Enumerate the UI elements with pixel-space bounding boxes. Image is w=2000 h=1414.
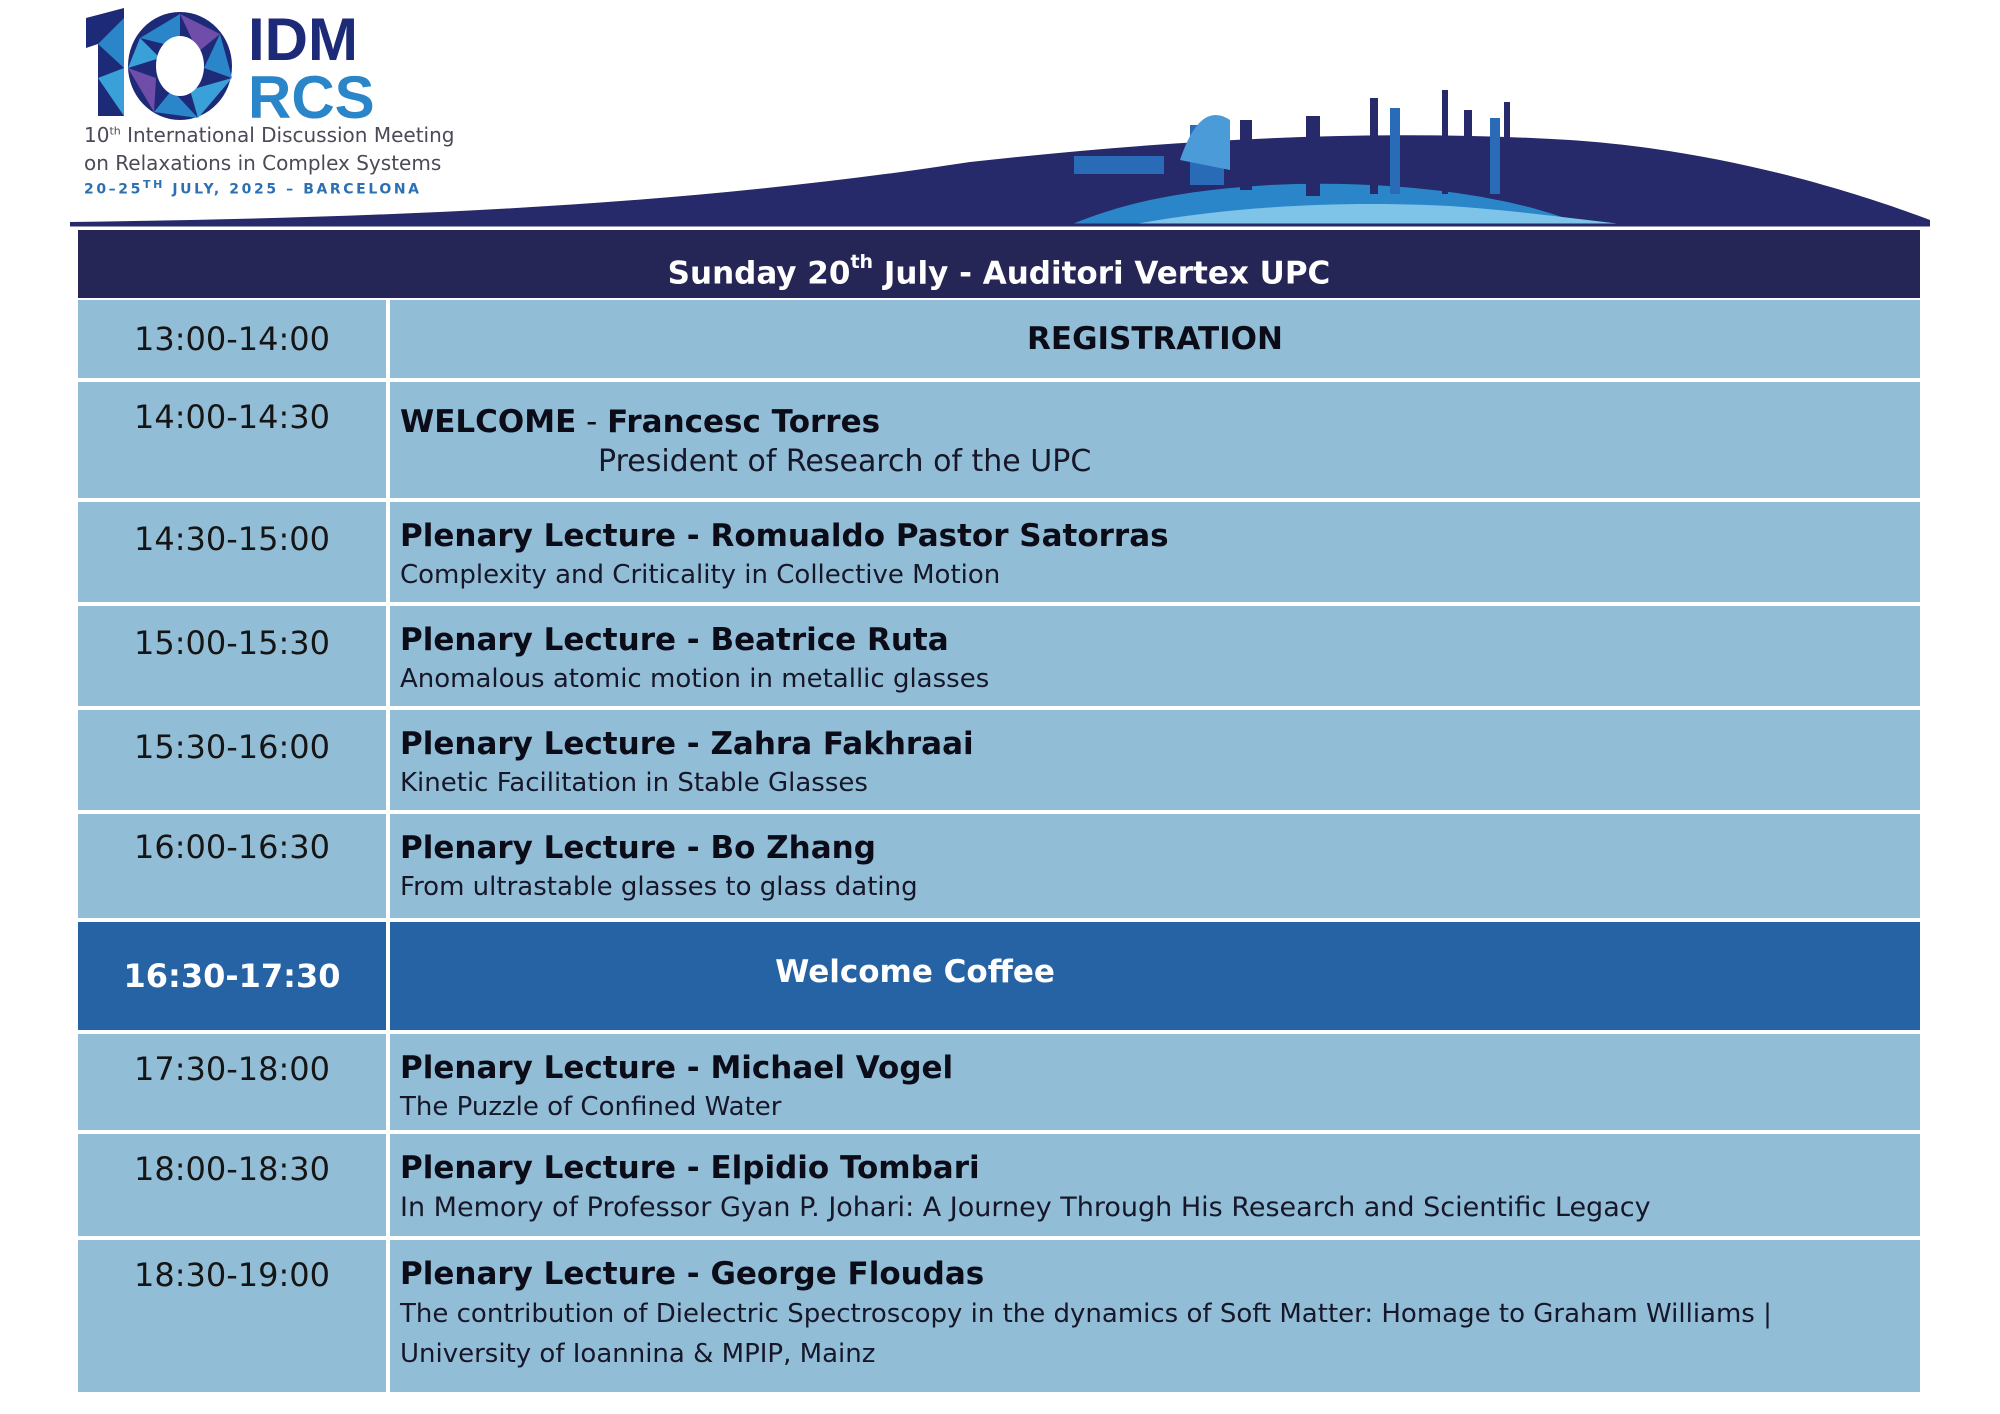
session-title: Plenary Lecture - Beatrice Ruta	[400, 622, 949, 658]
time-slot: 15:00-15:30	[78, 606, 390, 706]
schedule-row	[78, 606, 1920, 706]
logo-dates: 20–25TH JULY, 2025 – BARCELONA	[84, 178, 422, 198]
session-title: Plenary Lecture - Michael Vogel	[400, 1050, 954, 1086]
session-cell	[400, 922, 1910, 1030]
session-cell	[400, 382, 1910, 498]
time-slot: 18:00-18:30	[78, 1134, 390, 1236]
talk-title: Complexity and Criticality in Collective Motion	[400, 560, 1001, 590]
session-cell	[400, 502, 1910, 602]
session-title: REGISTRATION	[1027, 321, 1283, 357]
time-slot: 18:30-19:00	[78, 1240, 390, 1392]
time-slot: 16:00-16:30	[78, 814, 390, 918]
session-cell	[400, 814, 1910, 918]
schedule-row-break	[78, 922, 1920, 1030]
session-title: Plenary Lecture - Romualdo Pastor Satorras	[400, 518, 1169, 554]
schedule-row	[78, 382, 1920, 498]
schedule-row	[78, 814, 1920, 918]
schedule-row	[78, 1240, 1920, 1392]
session-cell	[400, 606, 1910, 706]
speaker-role: President of Research of the UPC	[598, 444, 1092, 479]
talk-title: From ultrastable glasses to glass dating	[400, 872, 918, 902]
schedule-row	[78, 710, 1920, 810]
time-slot: 14:00-14:30	[78, 382, 390, 498]
talk-title: Anomalous atomic motion in metallic glasses	[400, 664, 990, 694]
schedule-row	[78, 1034, 1920, 1130]
logo-tagline-1: 10th International Discussion Meeting	[84, 123, 455, 147]
day-venue-banner: Sunday 20th July - Auditori Vertex UPC	[78, 230, 1920, 298]
page-header	[0, 0, 2000, 232]
barcelona-skyline-illustration	[70, 80, 1930, 230]
session-title: Plenary Lecture - Zahra Fakhraai	[400, 726, 974, 762]
session-cell	[400, 1034, 1910, 1130]
talk-title: Kinetic Facilitation in Stable Glasses	[400, 768, 868, 798]
schedule-row	[78, 300, 1920, 378]
svg-text:RCS: RCS	[248, 64, 375, 126]
session-title: Plenary Lecture - Elpidio Tombari	[400, 1150, 980, 1186]
svg-text:IDM: IDM	[248, 8, 358, 73]
talk-title: In Memory of Professor Gyan P. Johari: A Journey Through His Research and Scientific Legacy	[400, 1192, 1651, 1223]
time-slot: 14:30-15:00	[78, 502, 390, 602]
session-title: Plenary Lecture - Bo Zhang	[400, 830, 876, 866]
schedule-row	[78, 1134, 1920, 1236]
session-title: WELCOME - Francesc Torres	[400, 404, 881, 440]
talk-title: The contribution of Dielectric Spectroscopy in the dynamics of Soft Matter: Homage to Graham Williams | University of Ioannina & MPIP, Mainz	[400, 1299, 1772, 1369]
logo-tagline-2: on Relaxations in Complex Systems	[84, 151, 442, 175]
session-cell	[400, 710, 1910, 810]
session-cell	[400, 300, 1910, 378]
time-slot: 16:30-17:30	[78, 922, 390, 1030]
session-cell	[400, 1240, 1910, 1392]
session-title: Welcome Coffee	[775, 954, 1055, 990]
schedule-row	[78, 502, 1920, 602]
session-title: Plenary Lecture - George Floudas	[400, 1256, 985, 1292]
time-slot: 13:00-14:00	[78, 300, 390, 378]
talk-title: The Puzzle of Confined Water	[400, 1092, 782, 1122]
time-slot: 15:30-16:00	[78, 710, 390, 810]
session-cell	[400, 1134, 1910, 1236]
time-slot: 17:30-18:00	[78, 1034, 390, 1130]
